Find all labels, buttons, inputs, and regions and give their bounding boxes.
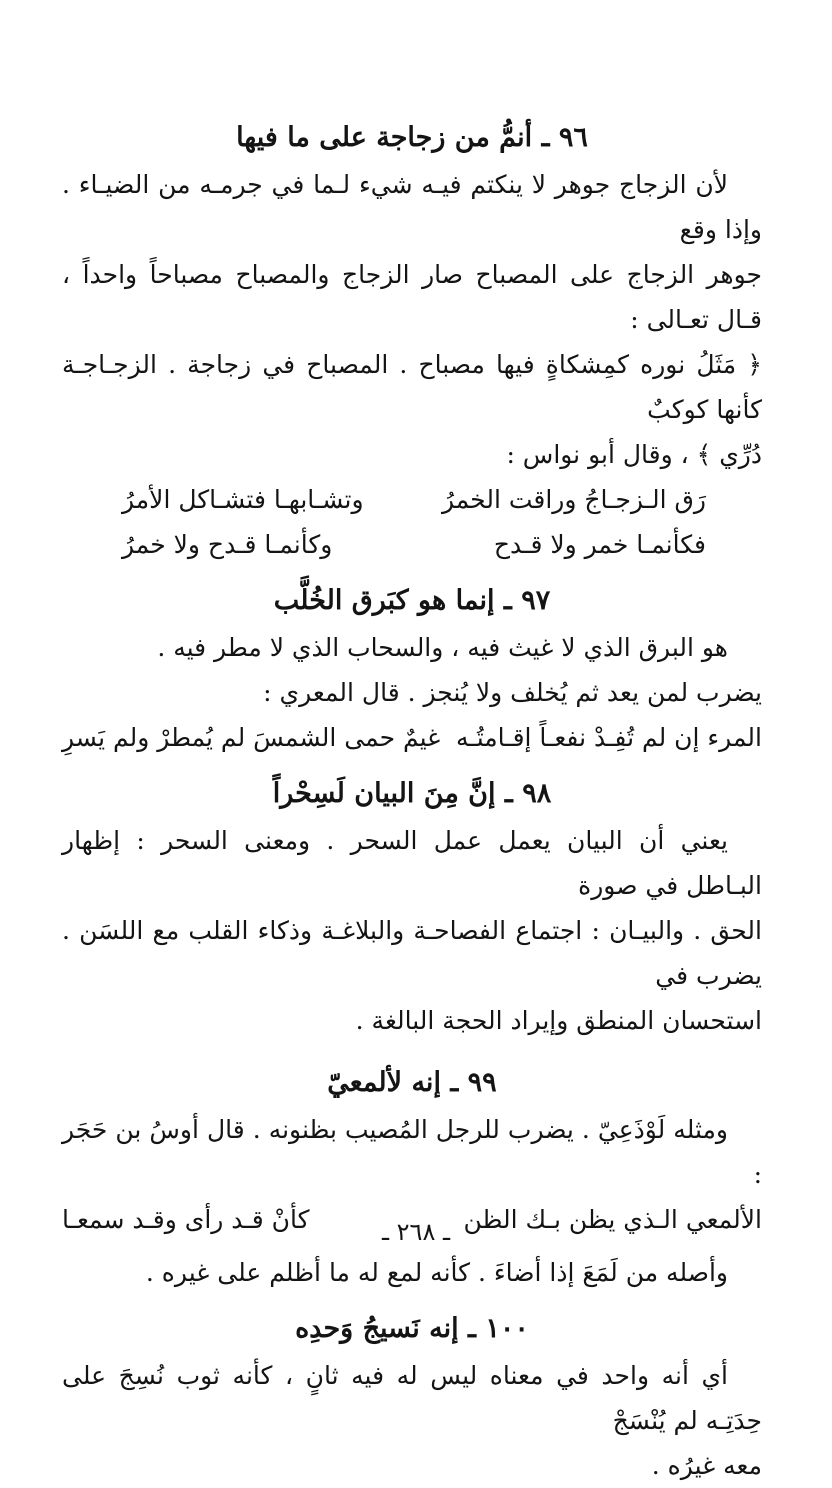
section-heading: ٩٦ ـ أنمُّ من زجاجة على ما فيها	[236, 122, 588, 153]
paragraph-line: استحسان المنطق وإيراد الحجة البالغة .	[355, 1006, 762, 1035]
section-99	[62, 1063, 762, 1295]
verse-second-hemistich: كأنْ قـد رأى وقـد سمعـا	[62, 1205, 310, 1234]
paragraph-line: لأن الزجاج جوهر لا ينكتم فيـه شيء لـما في جرمـه من الضيـاء . وإذا وقع	[62, 170, 762, 244]
section-97	[62, 581, 762, 760]
section-heading: ٩٨ ـ إنَّ مِنَ البيان لَسِحْراً	[272, 778, 552, 809]
poem-verse	[62, 522, 762, 567]
paragraph-line: الحق . والبيـان : اجتماع الفصاحـة والبلاغـة وذكاء القلب مع اللسَن . يضرب في	[62, 916, 762, 990]
poem-verse	[62, 477, 762, 522]
verse-second-hemistich: غيمٌ حمى الشمسَ لم يُمطرْ ولم يَسرِ	[62, 723, 441, 752]
paragraph-line: جوهر الزجاج على المصباح صار الزجاج والمصباح مصباحاً واحداً ، قـال تعـالى :	[62, 260, 762, 334]
paragraph-line: يعني أن البيان يعمل عمل السحر . ومعنى السحر : إظهار البـاطل في صورة	[62, 826, 762, 900]
paragraph-line: دُرِّي ﴾ ، وقال أبو نواس :	[506, 440, 762, 469]
paragraph-line: هو البرق الذي لا غيث فيه ، والسحاب الذي لا مطر فيه .	[157, 633, 728, 662]
section-100	[62, 1309, 762, 1488]
section-heading: ١٠٠ ـ إنه نَسيجُ وَحدِه	[295, 1313, 529, 1344]
paragraph-line: يضرب لمن يعد ثم يُخلف ولا يُنجز . قال المعري :	[263, 678, 762, 707]
verse-first-hemistich: المرء إن لم تُفِـدْ نفعـاً إقـامتُـه	[455, 723, 762, 752]
paragraph-line: معه غيرُه .	[651, 1451, 762, 1480]
verse-second-hemistich: وتشـابهـا فتشـاكل الأمرُ	[122, 485, 364, 514]
paragraph-line: وأصله من لَمَعَ إذا أضاءَ . كأنه لمع له ما أظلم على غيره .	[145, 1258, 728, 1287]
section-98	[62, 774, 762, 1043]
section-heading: ٩٧ ـ إنما هو كبَرق الخُلَّب	[273, 585, 551, 616]
page-number: ـ ٢٦٨ ـ	[381, 1218, 450, 1246]
section-heading: ٩٩ ـ إنه لألمعيّ	[327, 1067, 497, 1098]
verse-second-hemistich: وكأنمـا قـدح ولا خمرُ	[122, 530, 333, 559]
verse-first-hemistich: رَق الـزجـاجُ وراقت الخمرُ	[441, 485, 706, 514]
paragraph-line: ومثله لَوْذَعِيّ . يضرب للرجل المُصيب بظنونه . قال أوسُ بن حَجَر :	[62, 1115, 762, 1189]
poem-verse	[62, 715, 762, 760]
verse-first-hemistich: الألمعي الـذي يظن بـك الظن	[463, 1205, 762, 1234]
paragraph-line: ﴿ مَثَلُ نوره كمِشكاةٍ فيها مصباح . المصباح في زجاجة . الزجـاجـة كأنها كوكبٌ	[62, 350, 762, 424]
paragraph-line: أي أنه واحد في معناه ليس له فيه ثانٍ ، كأنه ثوب نُسِجَ على حِدَتِـه لم يُنْسَجْ	[62, 1361, 762, 1435]
verse-first-hemistich: فكأنمـا خمر ولا قـدح	[493, 530, 706, 559]
section-96	[62, 118, 762, 567]
book-page	[62, 118, 762, 1488]
